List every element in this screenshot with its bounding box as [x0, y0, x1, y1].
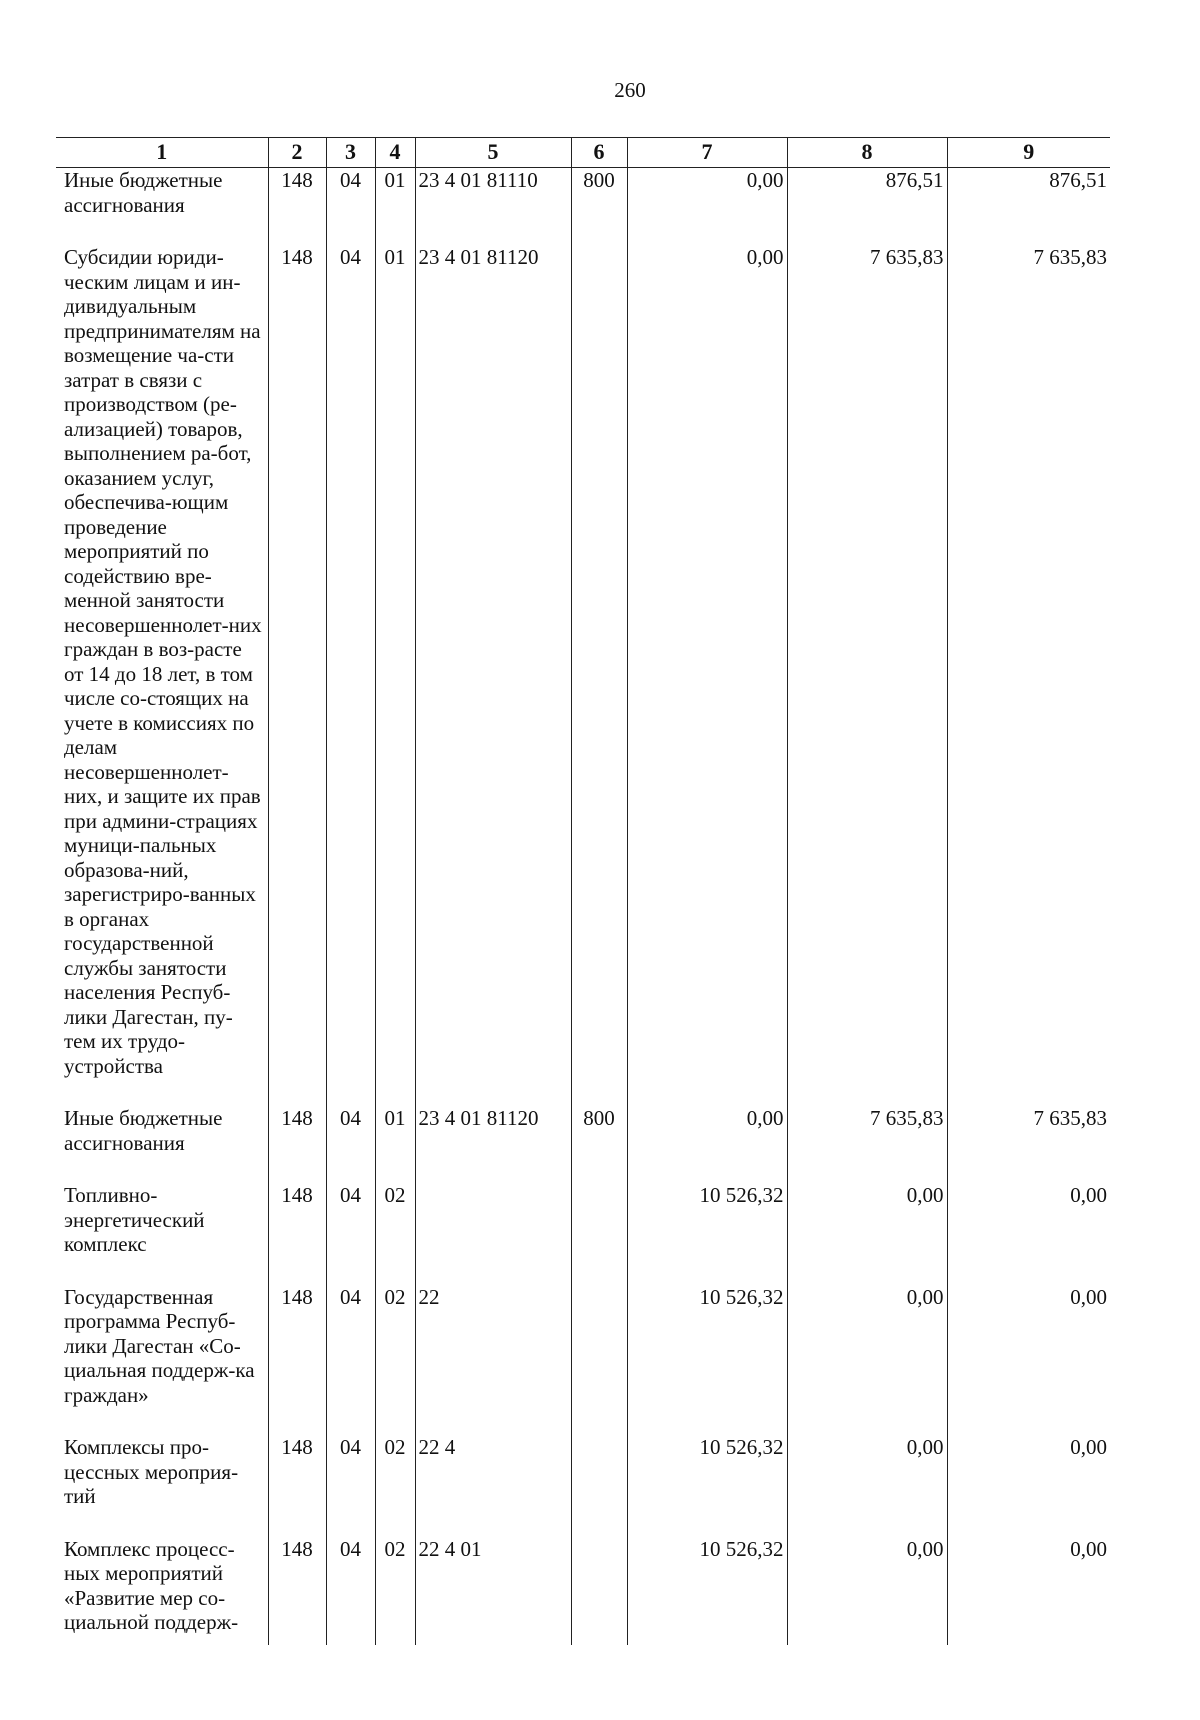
cell-col7: 10 526,32	[627, 1537, 787, 1645]
cell-col9: 0,00	[947, 1537, 1110, 1645]
cell-col3: 04	[326, 1285, 375, 1436]
budget-table	[56, 137, 1110, 1645]
cell-col4: 02	[375, 1435, 415, 1537]
cell-col6: 800	[571, 1106, 627, 1183]
table-row	[56, 1106, 1110, 1183]
row-name: Субсидии юриди-ческим лицам и ин-дивидуальным предпринимателям на возмещение ча-сти затрат в связи с производством (ре-ализацией) товаров, выполнением ра-бот, оказанием услуг, обеспечива-ющим проведение мероприятий по содействию вре-менной занятости несовершеннолет-них граждан в воз-расте от 14 до 18 лет, в том числе со-стоящих на учете в комиссиях по делам несовершеннолет-них, и защите их прав при админи-страциях муници-пальных образова-ний, зарегистриро-ванных в органах государственной службы занятости населения Респуб-лики Дагестан, пу-тем их трудо-устройства	[56, 245, 268, 1106]
cell-col8: 7 635,83	[787, 1106, 947, 1183]
row-name: Комплексы про-цессных мероприя-тий	[56, 1435, 268, 1537]
cell-col2: 148	[268, 1435, 326, 1537]
cell-col5	[415, 1183, 571, 1285]
cell-col3: 04	[326, 1183, 375, 1285]
cell-col6	[571, 1183, 627, 1285]
cell-col5: 23 4 01 81120	[415, 245, 571, 1106]
cell-col9: 0,00	[947, 1285, 1110, 1436]
cell-col9: 7 635,83	[947, 1106, 1110, 1183]
column-header: 8	[787, 138, 947, 168]
column-header: 2	[268, 138, 326, 168]
column-header: 4	[375, 138, 415, 168]
cell-col5: 22	[415, 1285, 571, 1436]
cell-col2: 148	[268, 1106, 326, 1183]
cell-col4: 02	[375, 1537, 415, 1645]
cell-col8: 7 635,83	[787, 245, 947, 1106]
row-name: Иные бюджетные ассигнования	[56, 168, 268, 246]
cell-col7: 10 526,32	[627, 1435, 787, 1537]
cell-col7: 0,00	[627, 245, 787, 1106]
cell-col6	[571, 245, 627, 1106]
column-header: 6	[571, 138, 627, 168]
cell-col9: 0,00	[947, 1435, 1110, 1537]
table-row	[56, 168, 1110, 246]
cell-col9: 0,00	[947, 1183, 1110, 1285]
column-header: 7	[627, 138, 787, 168]
cell-col4: 02	[375, 1285, 415, 1436]
cell-col8: 0,00	[787, 1435, 947, 1537]
table-row	[56, 1285, 1110, 1436]
cell-col7: 10 526,32	[627, 1285, 787, 1436]
header-row	[56, 138, 1110, 168]
cell-col6: 800	[571, 168, 627, 246]
cell-col8: 0,00	[787, 1183, 947, 1285]
cell-col5: 22 4	[415, 1435, 571, 1537]
cell-col3: 04	[326, 1537, 375, 1645]
cell-col3: 04	[326, 1435, 375, 1537]
cell-col3: 04	[326, 245, 375, 1106]
cell-col9: 876,51	[947, 168, 1110, 246]
cell-col6	[571, 1435, 627, 1537]
table-row	[56, 1183, 1110, 1285]
row-name: Комплекс процесс-ных мероприятий «Развитие мер со-циальной поддерж-	[56, 1537, 268, 1645]
page-number: 260	[614, 78, 646, 102]
table-row	[56, 245, 1110, 1106]
cell-col5: 23 4 01 81120	[415, 1106, 571, 1183]
column-header: 1	[56, 138, 268, 168]
cell-col5: 22 4 01	[415, 1537, 571, 1645]
cell-col8: 876,51	[787, 168, 947, 246]
cell-col4: 01	[375, 1106, 415, 1183]
column-header: 5	[415, 138, 571, 168]
cell-col9: 7 635,83	[947, 245, 1110, 1106]
cell-col7: 0,00	[627, 168, 787, 246]
cell-col2: 148	[268, 245, 326, 1106]
table-row	[56, 1435, 1110, 1537]
cell-col2: 148	[268, 1285, 326, 1436]
cell-col2: 148	[268, 1183, 326, 1285]
cell-col4: 01	[375, 245, 415, 1106]
cell-col8: 0,00	[787, 1537, 947, 1645]
column-header: 9	[947, 138, 1110, 168]
cell-col8: 0,00	[787, 1285, 947, 1436]
table-row	[56, 1537, 1110, 1645]
cell-col2: 148	[268, 1537, 326, 1645]
row-name: Топливно-энергетический комплекс	[56, 1183, 268, 1285]
cell-col7: 0,00	[627, 1106, 787, 1183]
column-header: 3	[326, 138, 375, 168]
cell-col2: 148	[268, 168, 326, 246]
cell-col4: 02	[375, 1183, 415, 1285]
cell-col3: 04	[326, 1106, 375, 1183]
cell-col5: 23 4 01 81110	[415, 168, 571, 246]
row-name: Иные бюджетные ассигнования	[56, 1106, 268, 1183]
cell-col6	[571, 1537, 627, 1645]
cell-col6	[571, 1285, 627, 1436]
cell-col7: 10 526,32	[627, 1183, 787, 1285]
cell-col3: 04	[326, 168, 375, 246]
row-name: Государственная программа Респуб-лики Дагестан «Со-циальная поддерж-ка граждан»	[56, 1285, 268, 1436]
cell-col4: 01	[375, 168, 415, 246]
